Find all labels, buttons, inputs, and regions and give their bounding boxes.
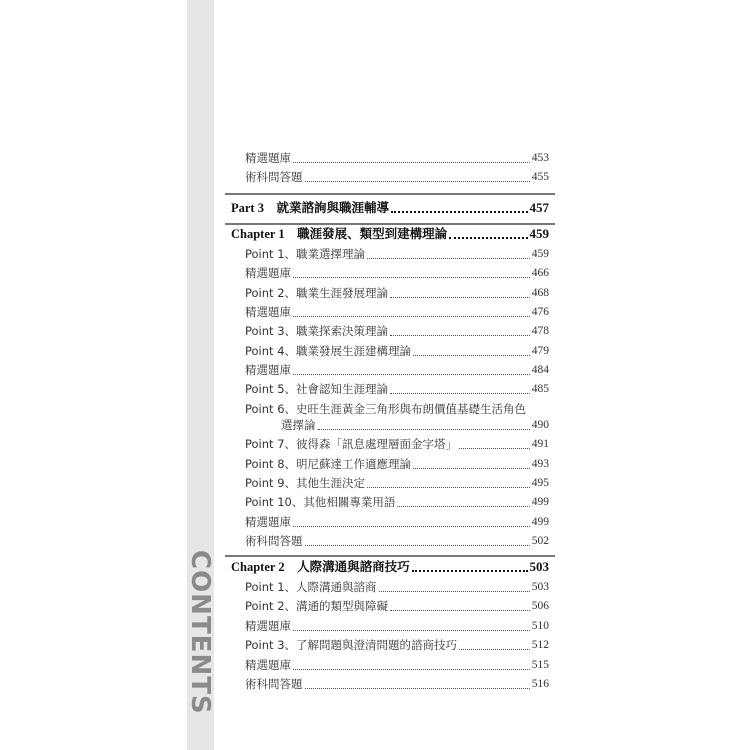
toc-entry-page: 476	[531, 306, 549, 318]
toc-entry-label: Point 5、社會認知生涯理論	[245, 382, 389, 396]
toc-entry[interactable]	[245, 455, 549, 473]
contents-side-title: CONTENTS	[185, 550, 215, 715]
toc-entry-label: Point 7、彼得森「訊息處理層面金字塔」	[245, 437, 458, 451]
toc-entry-page: 490	[531, 419, 549, 431]
leader-dots	[449, 237, 527, 239]
toc-entry-label-continued: 選擇論	[281, 418, 316, 432]
toc-entry[interactable]	[245, 264, 549, 282]
leader-dots	[413, 468, 530, 469]
leader-dots	[367, 487, 530, 488]
toc-entry[interactable]	[245, 284, 549, 302]
toc-entry-continuation[interactable]	[281, 416, 549, 434]
toc-entry-page: 502	[531, 535, 549, 547]
toc-entry-page: 516	[531, 678, 549, 690]
leader-dots	[293, 630, 530, 631]
toc-entry[interactable]	[245, 636, 549, 654]
leader-dots	[293, 316, 530, 317]
toc-entry-label: 術科問答題	[245, 170, 303, 184]
leader-dots	[459, 448, 530, 449]
toc-entry[interactable]	[245, 245, 549, 263]
leader-dots	[293, 277, 530, 278]
toc-entry-page: 484	[531, 364, 549, 376]
leader-dots	[305, 688, 530, 689]
toc-entry[interactable]	[245, 532, 549, 550]
toc-entry[interactable]	[245, 597, 549, 615]
toc-entry-label: 精選題庫	[245, 266, 291, 280]
toc-entry[interactable]	[245, 656, 549, 674]
toc-entry-page: 512	[531, 639, 549, 651]
toc-part-heading[interactable]	[231, 199, 549, 217]
toc-entry-label: 精選題庫	[245, 151, 291, 165]
toc-entry-page: 515	[531, 659, 549, 671]
toc-entry[interactable]	[245, 149, 549, 167]
toc-entry-label: Point 8、明尼蘇達工作適應理論	[245, 457, 412, 471]
toc-entry-page: 459	[531, 248, 549, 260]
leader-dots	[305, 545, 530, 546]
toc-entry[interactable]	[245, 675, 549, 693]
toc-entry-label: Point 9、其他生涯決定	[245, 476, 366, 490]
toc-entry[interactable]	[245, 322, 549, 340]
toc-entry-page: 485	[531, 383, 549, 395]
leader-dots	[367, 258, 530, 259]
toc-entry[interactable]	[245, 493, 549, 511]
leader-dots	[390, 393, 530, 394]
toc-entry[interactable]	[245, 361, 549, 379]
toc-entry-page: 499	[531, 516, 549, 528]
toc-entry-label: 精選題庫	[245, 658, 291, 672]
leader-dots	[397, 506, 529, 507]
toc-entry-label: 精選題庫	[245, 515, 291, 529]
toc-entry[interactable]	[245, 474, 549, 492]
toc-entry-page: 493	[531, 458, 549, 470]
toc-entry-page: 499	[531, 496, 549, 508]
toc-entry-page: 457	[529, 200, 549, 215]
toc-entry[interactable]	[245, 435, 549, 453]
leader-dots	[390, 335, 530, 336]
leader-dots	[391, 211, 528, 213]
leader-dots	[379, 591, 530, 592]
toc-entry-label: Point 2、溝通的類型與障礙	[245, 599, 389, 613]
toc-entry[interactable]	[245, 513, 549, 531]
toc-entry-page: 466	[531, 267, 549, 279]
toc-entry-page: 503	[531, 581, 549, 593]
toc-entry-label: Point 1、人際溝通與諮商	[245, 580, 377, 594]
toc-entry-label: 術科問答題	[245, 677, 303, 691]
toc-entry-page: 479	[531, 345, 549, 357]
toc-entry-page: 491	[531, 438, 549, 450]
toc-entry-page: 455	[531, 171, 549, 183]
toc-entry-label: Point 4、職業發展生涯建構理論	[245, 344, 412, 358]
toc-entry-label: Point 6、史旺生涯黃金三角形與布朗價值基礎生活角色	[245, 402, 527, 416]
toc-entry-label: Part 3 就業諮詢與職涯輔導	[231, 201, 389, 215]
leader-dots	[459, 649, 530, 650]
leader-dots	[293, 669, 530, 670]
leader-dots	[293, 526, 530, 527]
toc-entry[interactable]	[245, 342, 549, 360]
toc-entry[interactable]	[245, 578, 549, 596]
leader-dots	[390, 610, 530, 611]
toc-chapter-heading[interactable]	[231, 558, 549, 576]
toc-entry[interactable]	[245, 303, 549, 321]
toc-entry[interactable]	[245, 380, 549, 398]
leader-dots	[413, 355, 530, 356]
toc-entry-page: 453	[531, 152, 549, 164]
toc-entry-label: Chapter 2 人際溝通與諮商技巧	[231, 560, 410, 574]
toc-entry-label: Chapter 1 職涯發展、類型到建構理論	[231, 227, 448, 241]
leader-dots	[390, 297, 530, 298]
leader-dots	[293, 162, 530, 163]
toc-entry-page: 459	[529, 226, 549, 241]
toc-entry-page: 468	[531, 287, 549, 299]
toc-chapter-heading[interactable]	[231, 225, 549, 243]
leader-dots	[305, 181, 530, 182]
divider	[225, 555, 555, 557]
toc-entry[interactable]	[245, 617, 549, 635]
toc-entry-page: 510	[531, 620, 549, 632]
toc-entry-label: Point 10、其他相關專業用語	[245, 495, 396, 509]
toc-entry-label: Point 3、了解問題與澄清問題的諮商技巧	[245, 638, 458, 652]
toc-entry-page: 495	[531, 477, 549, 489]
toc-entry-label: Point 2、職業生涯發展理論	[245, 286, 389, 300]
toc-entry-label: 術科問答題	[245, 534, 303, 548]
leader-dots	[318, 429, 530, 430]
leader-dots	[293, 374, 530, 375]
toc-entry-label: 精選題庫	[245, 305, 291, 319]
leader-dots	[412, 570, 528, 572]
toc-entry-page: 503	[529, 559, 549, 574]
toc-entry-label: Point 3、職業探索決策理論	[245, 324, 389, 338]
divider	[225, 193, 555, 195]
toc-entry-page: 506	[531, 600, 549, 612]
toc-entry-label: 精選題庫	[245, 363, 291, 377]
toc-entry-label: Point 1、職業選擇理論	[245, 247, 366, 261]
toc-entry[interactable]	[245, 168, 549, 186]
toc-entry-label: 精選題庫	[245, 619, 291, 633]
toc-entry-page: 478	[531, 325, 549, 337]
